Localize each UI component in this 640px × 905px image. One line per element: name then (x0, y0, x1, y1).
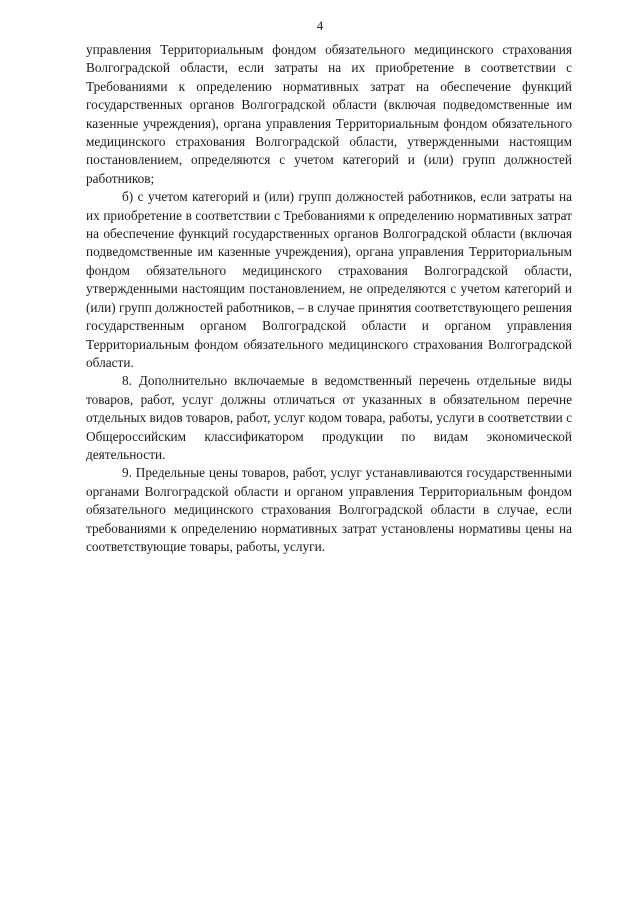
page-number: 4 (316, 18, 324, 33)
paragraph-item-8: 8. Дополнительно включаемые в ведомственный перечень отдельные виды товаров, работ, услуг должны отличаться от указанных в обязательном перечне отдельных видов товаров, работ, услуг кодом товара, работы, услуги в соответствии с Общероссийским классификатором продукции по видам экономической деятельности. (86, 373, 572, 462)
paragraph-item-b: б) с учетом категорий и (или) групп должностей работников, если затраты на их приобретение в соответствии с Требованиями к определению нормативных затрат на обеспечение функций государственных органов Волгоградской области (включая подведомственные им казенные учреждения), органа управления Территориальным фондом обязательного медицинского страхования Волгоградской области, утвержденными настоящим постановлением, не определяются с учетом категорий и (или) групп должностей работников, – в случае принятия соответствующего решения государственным органом Волгоградской области и органом управления Территориальным фондом обязательного медицинского страхования Волгоградской области. (86, 189, 572, 370)
paragraph-continuation: управления Территориальным фондом обязательного медицинского страхования Волгоградской области, если затраты на их приобретение в соответствии с Требованиями к определению нормативных затрат на обеспечение функций государственных органов Волгоградской области (включая подведомственные им казенные учреждения), органа управления Территориальным фондом обязательного медицинского страхования Волгоградской области, утвержденными настоящим постановлением, определяются с учетом категорий и (или) групп должностей работников; (86, 42, 572, 186)
paragraph-item-9: 9. Предельные цены товаров, работ, услуг устанавливаются государственными органами Волгоградской области и органом управления Территориальным фондом обязательного медицинского страхования Волгоградской области в случае, если требованиями к определению нормативных затрат установлены нормативы цены на соответствующие товары, работы, услуги. (86, 465, 572, 554)
document-body (86, 41, 572, 556)
